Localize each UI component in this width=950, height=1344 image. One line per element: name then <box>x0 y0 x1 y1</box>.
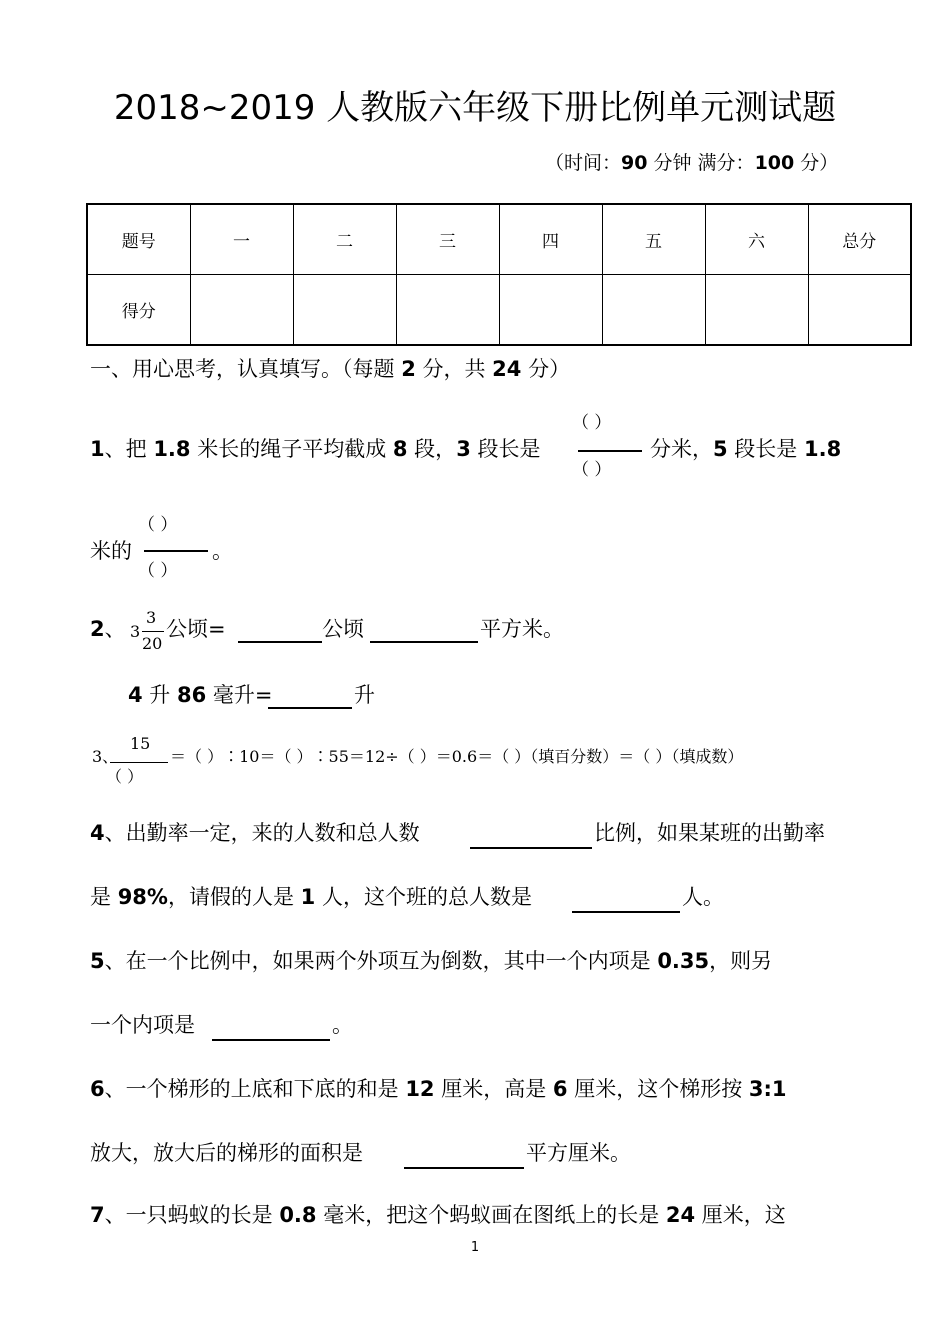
page-number: 1 <box>470 1240 480 1255</box>
q2-blank-1[interactable] <box>238 617 322 643</box>
score-table-header-row <box>87 204 911 275</box>
q1-frac1-den[interactable]: （ ） <box>572 460 612 480</box>
q1-frac1-bar <box>578 450 642 452</box>
q4-line1-a: 4、出勤率一定，来的人数和总人数 <box>90 821 420 845</box>
q3-frac-bar <box>110 762 168 763</box>
q2-blank-3[interactable] <box>268 683 352 709</box>
q5-line1: 5、在一个比例中，如果两个外项互为倒数，其中一个内项是 0.35，则另 <box>90 949 773 973</box>
section-1-heading: 一、用心思考，认真填写。（每题 2 分，共 24 分） <box>90 357 571 381</box>
q6-line2-b: 平方厘米。 <box>526 1141 631 1165</box>
q1-text-d: 。 <box>212 539 233 563</box>
header-cell: 二 <box>293 204 396 275</box>
q3-chain: ＝（ ）∶10＝（ ）∶55＝12÷（ ）＝0.6＝（ ）（填百分数）＝（ ）（填成数） <box>170 747 744 766</box>
q6-blank[interactable] <box>404 1143 524 1169</box>
q4-blank-1[interactable] <box>470 823 592 849</box>
q2-mixed-den: 20 <box>142 634 163 653</box>
q3-numerator: 15 <box>130 734 151 753</box>
q3-prefix: 3、 <box>92 747 119 766</box>
q2-line2-a: 4 升 86 毫升= <box>128 683 273 707</box>
q3-denominator[interactable]: （ ） <box>106 767 144 786</box>
header-cell: 五 <box>602 204 705 275</box>
q2-mixed-num: 3 <box>146 608 157 627</box>
header-cell: 总分 <box>808 204 911 275</box>
q2-unit3: 平方米。 <box>480 617 564 641</box>
q1-text-a: 1、把 1.8 米长的绳子平均截成 8 段，3 段长是 <box>90 437 541 461</box>
score-cell[interactable] <box>293 275 396 346</box>
q2-mixed-whole: 3 <box>130 622 141 641</box>
q1-frac2-num[interactable]: （ ） <box>138 515 178 535</box>
header-cell: 四 <box>499 204 602 275</box>
q1-text-c: 米的 <box>90 539 132 563</box>
q1-text-b: 分米，5 段长是 1.8 <box>650 437 842 461</box>
row-label: 得分 <box>87 275 190 346</box>
q2-frac-bar <box>142 631 164 632</box>
q1-frac2-den[interactable]: （ ） <box>138 561 178 581</box>
exam-info: （时间：90 分钟 满分：100 分） <box>545 152 839 174</box>
score-cell[interactable] <box>396 275 499 346</box>
score-cell[interactable] <box>705 275 808 346</box>
q4-line2-b: 人。 <box>682 885 724 909</box>
q6-line1: 6、一个梯形的上底和下底的和是 12 厘米，高是 6 厘米，这个梯形按 3:1 <box>90 1077 787 1101</box>
q2-blank-2[interactable] <box>370 617 478 643</box>
score-cell[interactable] <box>808 275 911 346</box>
header-cell: 三 <box>396 204 499 275</box>
score-cell[interactable] <box>190 275 293 346</box>
q5-blank[interactable] <box>212 1015 330 1041</box>
score-cell[interactable] <box>499 275 602 346</box>
q2-unit2: 公顷 <box>322 617 364 641</box>
score-cell[interactable] <box>602 275 705 346</box>
q4-blank-2[interactable] <box>572 887 680 913</box>
header-cell: 一 <box>190 204 293 275</box>
q2-unit1: 公顷= <box>166 617 226 641</box>
q2-prefix: 2、 <box>90 617 126 641</box>
q1-frac2-bar <box>144 550 208 552</box>
q5-line2-a: 一个内项是 <box>90 1013 195 1037</box>
q4-line2-a: 是 98%，请假的人是 1 人，这个班的总人数是 <box>90 885 532 909</box>
q5-line2-b: 。 <box>332 1013 353 1037</box>
page-title: 2018~2019 人教版六年级下册比例单元测试题 <box>113 88 837 128</box>
score-table-score-row <box>87 275 911 346</box>
q4-line1-b: 比例，如果某班的出勤率 <box>594 821 825 845</box>
header-cell: 题号 <box>87 204 190 275</box>
q2-line2-b: 升 <box>354 683 375 707</box>
score-table <box>86 203 912 346</box>
q6-line2-a: 放大，放大后的梯形的面积是 <box>90 1141 363 1165</box>
q7-line1: 7、一只蚂蚁的长是 0.8 毫米，把这个蚂蚁画在图纸上的长是 24 厘米，这 <box>90 1203 786 1227</box>
q1-frac1-num[interactable]: （ ） <box>572 413 612 433</box>
header-cell: 六 <box>705 204 808 275</box>
